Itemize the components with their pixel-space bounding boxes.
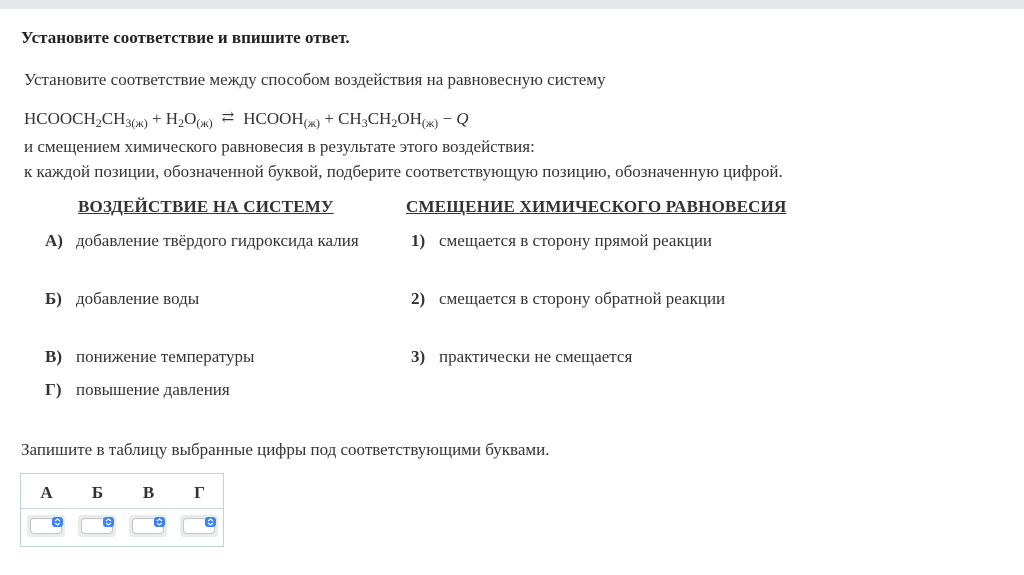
answer-select-row [21,509,223,547]
eq-sub: 3 [361,116,368,130]
answer-header-g: Г [194,483,205,502]
answer-header-a: А [40,483,53,502]
item-letter: В) [45,347,62,366]
item-text: смещается в сторону обратной реакции [439,289,726,308]
eq-plus: + H [147,109,179,128]
equilibrium-arrow-icon: ⇄ [221,110,235,126]
answer-table [20,473,224,547]
eq-sub: 2 [391,116,398,130]
eq-sub: 2 [178,116,185,130]
item-letter: Б) [45,289,62,308]
eq-sub: 2 [95,116,102,130]
eq-sub: (ж) [421,116,439,130]
eq-heat-q: Q [456,109,469,128]
item-text: добавление твёрдого гидроксида калия [76,231,359,250]
item-text: понижение температуры [76,347,255,366]
item-number: 2) [411,289,426,308]
item-text: практически не смещается [439,347,633,366]
answer-select-a[interactable] [27,515,65,537]
task-line-3: к каждой позиции, обозначенной буквой, подберите соответствующую позицию, обозначенную цифрой. [24,162,783,181]
eq-reactant-1: HCOOCH [24,109,96,128]
eq-reactant-2: O [184,109,197,128]
stepper-chevron-icon[interactable] [205,517,216,527]
stepper-chevron-icon[interactable] [52,517,63,527]
item-text: добавление воды [76,289,200,308]
answer-select-b[interactable] [78,515,116,537]
task-intro: Установите соответствие между способом воздействия на равновесную систему [24,70,606,89]
task-line-2: и смещением химического равновесия в результате этого воздействия: [24,137,535,156]
left-column-header: ВОЗДЕЙСТВИЕ НА СИСТЕМУ [78,197,334,216]
eq-minus: − [438,109,457,128]
item-number: 3) [411,347,426,366]
item-text: повышение давления [76,380,230,399]
eq-reactant-1-mid: CH [101,109,126,128]
item-letter: Г) [45,380,62,399]
eq-product-1: HCOOH [243,109,304,128]
eq-product-2-mid: CH [367,109,392,128]
answer-header-v: В [142,483,155,502]
eq-sub: (ж) [303,116,320,130]
answer-header-b: Б [91,483,104,502]
right-column-header: СМЕЩЕНИЕ ХИМИЧЕСКОГО РАВНОВЕСИЯ [406,197,787,216]
top-bar [0,0,1024,9]
task-header: Установите соответствие и впишите ответ. [21,28,350,47]
answer-select-v[interactable] [129,515,167,537]
item-number: 1) [411,231,426,250]
answer-table-header [21,474,223,509]
stepper-chevron-icon[interactable] [154,517,165,527]
item-letter: А) [45,231,63,250]
answer-select-g[interactable] [180,515,218,537]
eq-product-2-end: OH [397,109,422,128]
eq-plus: + CH [320,109,362,128]
answer-instruction: Запишите в таблицу выбранные цифры под соответствующими буквами. [21,440,550,459]
eq-sub: (ж) [196,116,213,130]
stepper-chevron-icon[interactable] [103,517,114,527]
eq-sub: 3(ж) [125,116,148,130]
chemical-equation [24,109,469,129]
item-text: смещается в сторону прямой реакции [439,231,713,250]
